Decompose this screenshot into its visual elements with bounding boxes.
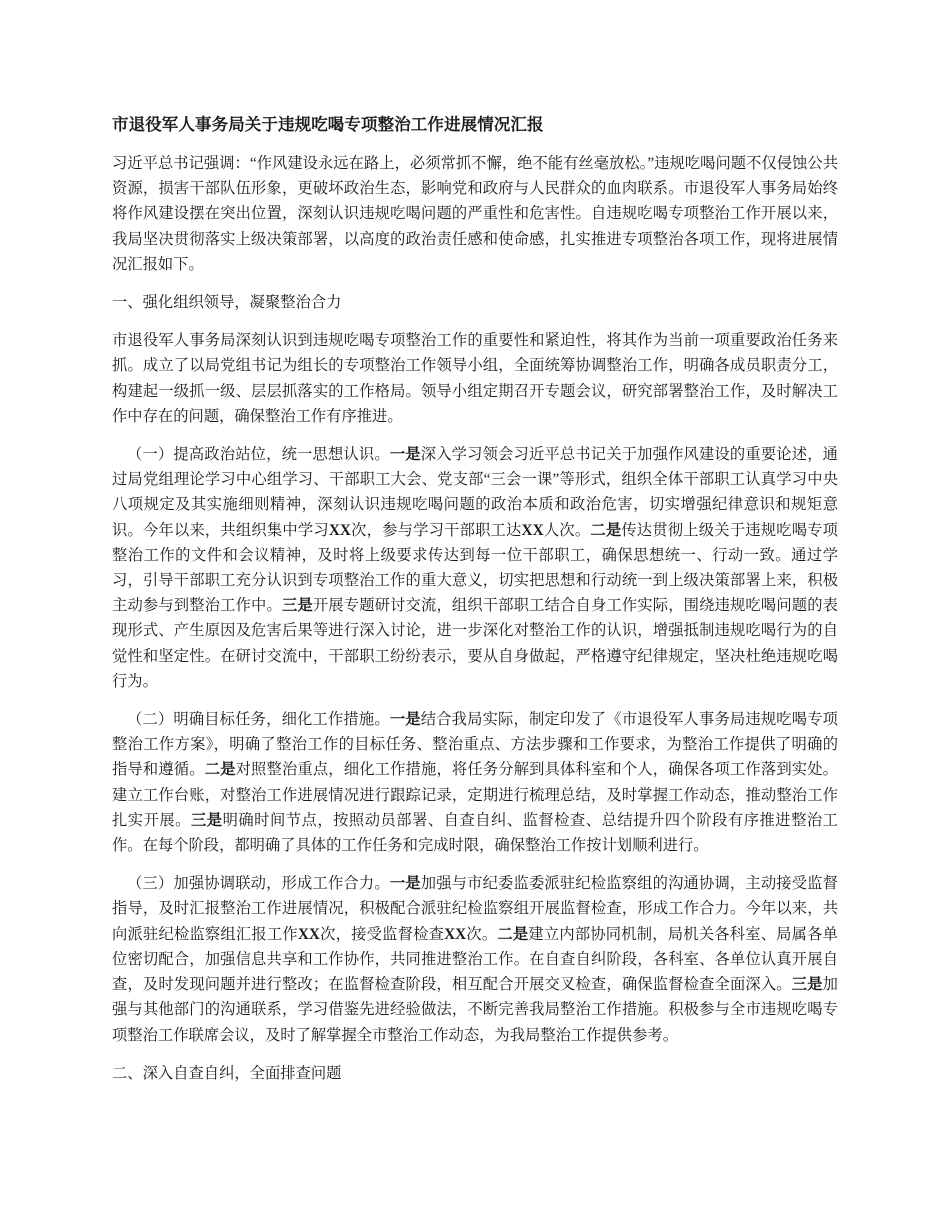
subsection-1-marker-3: 三是 — [281, 597, 313, 615]
subsection-3-text-2: 建立内部协同机制，局机关各科室、局属各单位密切配合，加强信息共享和工作协作，共同推进整治工作。在自查自纠阶段，各科室、各单位认真开展自查，及时发现问题并进行整改；在监督检查阶段，相互配合开展交叉检查，确保监督检查全面深入。 — [112, 925, 838, 994]
subsection-3-number-2: XX — [444, 925, 467, 943]
subsection-1-marker-1: 一是 — [389, 446, 421, 464]
subsection-1-text-2: 传达贯彻上级关于违规吃喝专项整治工作的文件和会议精神，及时将上级要求传达到每一位干部职工，确保思想统一、行动一致。通过学习，引导干部职工充分认识到专项整治工作的重大意义，切实把思想和行动统一到上级决策部署上来，积极主动参与到整治工作中。 — [112, 521, 838, 615]
subsection-2-marker-2: 二是 — [204, 761, 236, 779]
subsection-1-marker-2: 二是 — [590, 521, 622, 539]
subsection-1-lead-in: （一）提高政治站位，统一思想认识。 — [127, 446, 390, 464]
subsection-1-number-1: XX — [328, 521, 351, 539]
section-heading-2: 二、深入自查自纠，全面排查问题 — [112, 1064, 342, 1082]
intro-paragraph: 习近平总书记强调：“作风建设永远在路上，必须常抓不懈，绝不能有丝毫放松。”违规吃喝问题不仅侵蚀公共资源，损害干部队伍形象，更破坏政治生态，影响党和政府与人民群众的血肉联系。市退役军人事务局始终将作风建设摆在突出位置，深刻认识违规吃喝问题的严重性和危害性。自违规吃喝专项整治工作开展以来，我局坚决贯彻落实上级决策部署，以高度的政治责任感和使命感，扎实推进专项整治各项工作，现将进展情况汇报如下。 — [112, 155, 838, 273]
subsection-2-marker-1: 一是 — [389, 711, 421, 729]
section-1-lead-paragraph: 市退役军人事务局深刻认识到违规吃喝专项整治工作的重要性和紧迫性，将其作为当前一项重要政治任务来抓。成立了以局党组书记为组长的专项整治工作领导小组，全面统筹协调整治工作，明确各成员职责分工，构建起一级抓一级、层层抓落实的工作格局。领导小组定期召开专题会议，研究部署整治工作，及时解决工作中存在的问题，确保整治工作有序推进。 — [112, 332, 838, 425]
subsection-3-marker-1: 一是 — [389, 875, 421, 893]
subsection-3-number-1: XX — [297, 925, 320, 943]
subsection-2-lead-in: （二）明确目标任务，细化工作措施。 — [127, 711, 390, 729]
subsection-1-text-3: 开展专题研讨交流，组织干部职工结合自身工作实际，围绕违规吃喝问题的表现形式、产生原因及危害后果等进行深入讨论，进一步深化对整治工作的认识，增强抵制违规吃喝行为的自觉性和坚定性。在研讨交流中，干部职工纷纷表示，要从自身做起，严格遵守纪律规定，坚决杜绝违规吃喝行为。 — [112, 597, 838, 690]
subsection-2-paragraph — [112, 707, 838, 858]
subsection-1-paragraph — [112, 442, 838, 694]
subsection-3-text-1: 加强与市纪委监委派驻纪检监察组的沟通协调，主动接受监督指导，及时汇报整治工作进展情况，积极配合派驻纪检监察组开展监督检查，形成工作合力。今年以来，共向派驻纪检监察组汇报工作 — [112, 875, 838, 943]
subsection-3-paragraph — [112, 871, 838, 1047]
subsection-3-text-1b: 次，接受监督检查 — [319, 925, 445, 943]
subsection-3-lead-in: （三）加强协调联动，形成工作合力。 — [127, 875, 390, 893]
subsection-3-text-3: 加强与其他部门的沟通联系，学习借鉴先进经验做法，不断完善我局整治工作措施。积极参与全市违规吃喝专项整治工作联席会议，及时了解掌握全市整治工作动态，为我局整治工作提供参考。 — [112, 976, 838, 1044]
subsection-1-text-1b: 次，参与学习干部职工达 — [350, 521, 522, 539]
subsection-3-marker-3: 三是 — [791, 976, 823, 994]
subsection-2-text-1: 结合我局实际，制定印发了《市退役军人事务局违规吃喝专项整治工作方案》，明确了整治工作的目标任务、整治重点、方法步骤和工作要求，为整治工作提供了明确的指导和遵循。 — [112, 711, 838, 779]
subsection-2-marker-3: 三是 — [190, 811, 223, 829]
subsection-2-text-3: 明确时间节点，按照动员部署、自查自纠、监督检查、总结提升四个阶段有序推进整治工作。在每个阶段，都明确了具体的工作任务和完成时限，确保整治工作按计划顺利进行。 — [112, 811, 838, 855]
subsection-1-text-1c: 人次。 — [543, 521, 591, 539]
subsection-1-text-1: 深入学习领会习近平总书记关于加强作风建设的重要论述，通过局党组理论学习中心组学习、干部职工大会、党支部“三会一课”等形式，组织全体干部职工认真学习中央八项规定及其实施细则精神，深刻认识违规吃喝问题的政治本质和政治危害，切实增强纪律意识和规矩意识。今年以来，共组织集中学习 — [112, 446, 838, 539]
subsection-1-number-2: XX — [521, 521, 544, 539]
subsection-3-marker-2: 二是 — [497, 925, 529, 943]
document-title: 市退役军人事务局关于违规吃喝专项整治工作进展情况汇报 — [112, 115, 544, 134]
section-heading-1: 一、强化组织领导，凝聚整治合力 — [112, 294, 342, 312]
subsection-3-text-1c: 次。 — [466, 925, 498, 943]
subsection-2-text-2: 对照整治重点，细化工作措施，将任务分解到具体科室和个人，确保各项工作落到实处。建立工作台账，对整治工作进展情况进行跟踪记录，定期进行梳理总结，及时掌握工作动态，推动整治工作扎实开展。 — [112, 761, 838, 829]
